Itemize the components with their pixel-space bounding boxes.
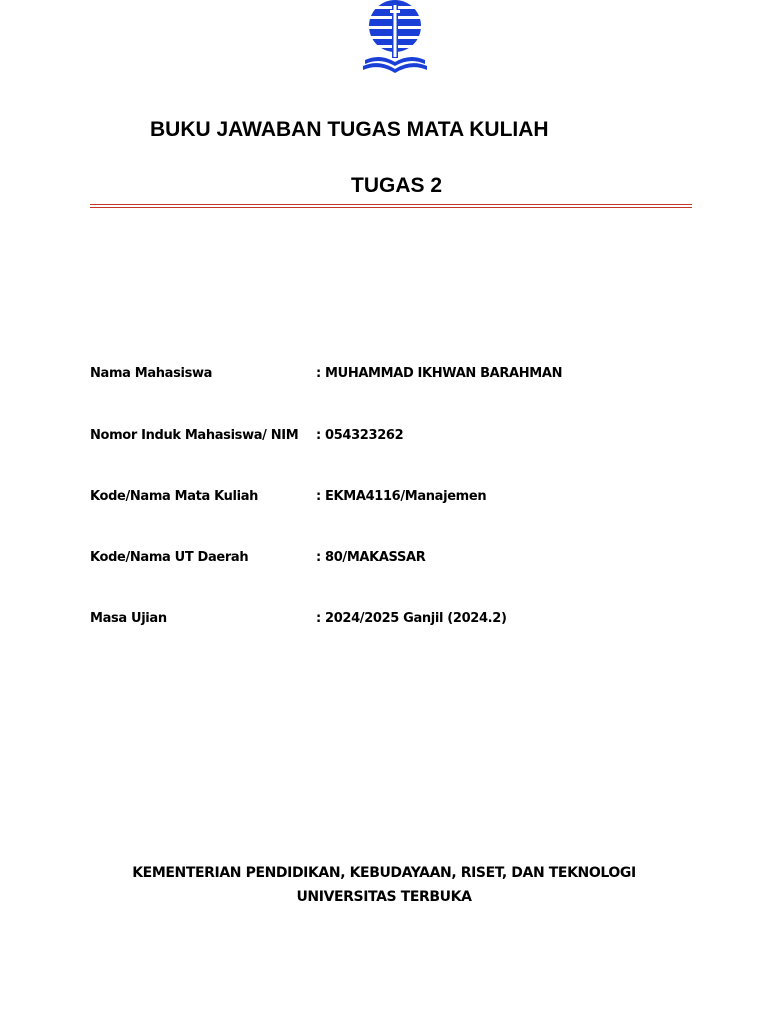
assignment-subtitle: TUGAS 2 — [351, 174, 443, 197]
info-label: Kode/Nama UT Daerah — [90, 550, 249, 565]
title-divider-bottom — [90, 207, 692, 208]
info-value: : EKMA4116/Manajemen — [316, 489, 487, 504]
university-name: UNIVERSITAS TERBUKA — [296, 889, 472, 905]
ministry-name: KEMENTERIAN PENDIDIKAN, KEBUDAYAAN, RISET, DAN TEKNOLOGI — [132, 865, 636, 881]
info-value: : 80/MAKASSAR — [316, 550, 426, 565]
info-label: Nomor Induk Mahasiswa/ NIM — [90, 428, 299, 443]
info-value: : 2024/2025 Ganjil (2024.2) — [316, 611, 507, 626]
info-label: Nama Mahasiswa — [90, 366, 213, 381]
info-value: : MUHAMMAD IKHWAN BARAHMAN — [316, 366, 563, 381]
info-value: : 054323262 — [316, 428, 404, 443]
document-title: BUKU JAWABAN TUGAS MATA KULIAH — [150, 118, 549, 141]
institution-footer — [0, 861, 768, 909]
info-label: Masa Ujian — [90, 611, 167, 626]
info-label: Kode/Nama Mata Kuliah — [90, 489, 259, 504]
universitas-terbuka-logo-icon — [361, 0, 429, 74]
title-divider-top — [90, 204, 692, 205]
